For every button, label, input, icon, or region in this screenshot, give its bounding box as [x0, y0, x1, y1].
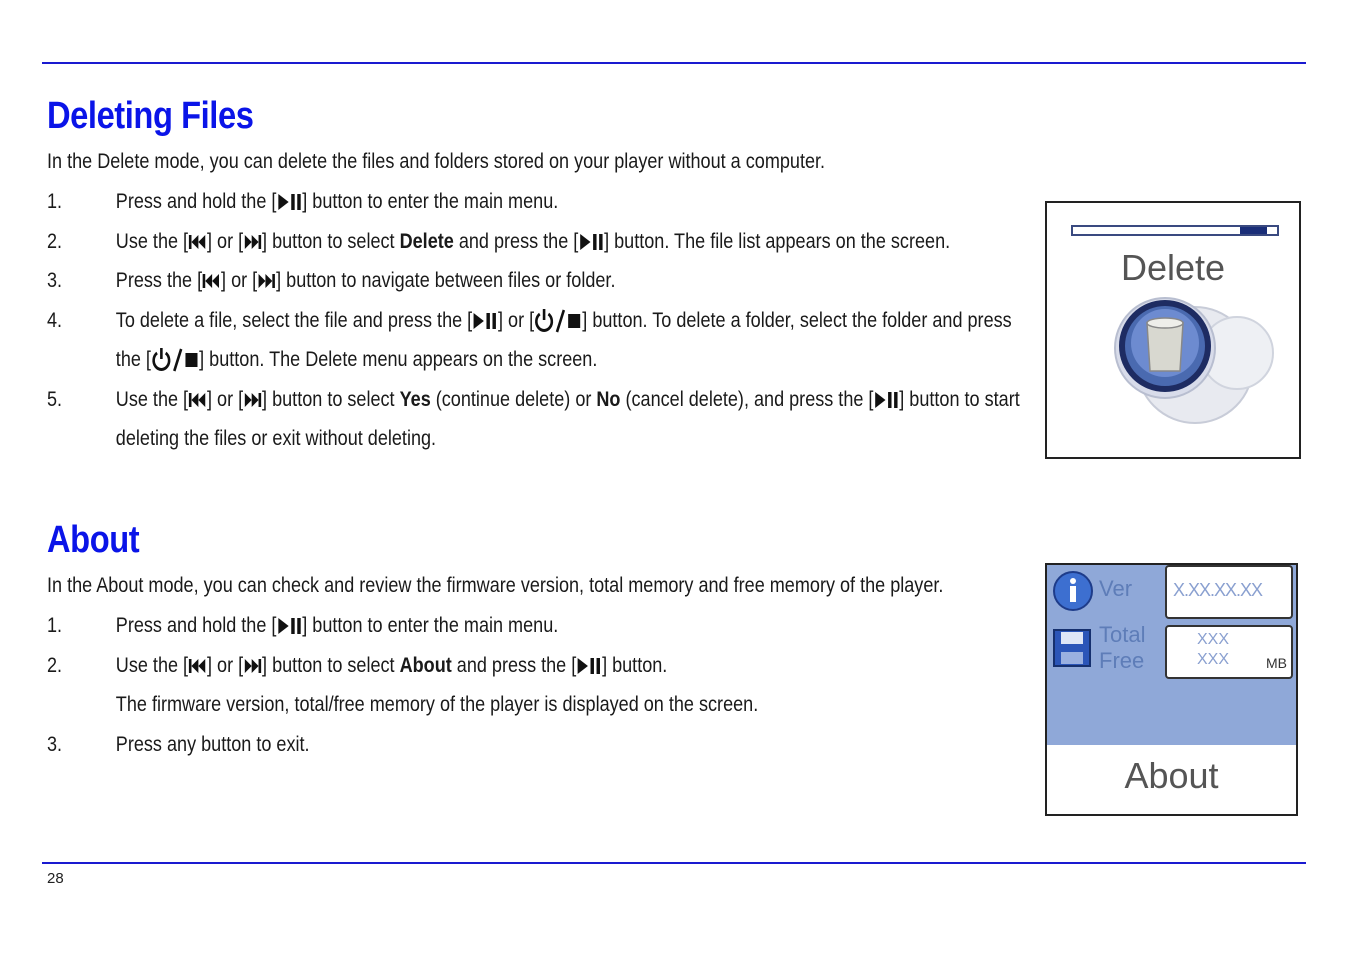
step-text-part: ] button to enter the main menu. [302, 614, 559, 637]
about-screen-title: About [1124, 755, 1219, 796]
about-section [47, 518, 1032, 764]
skip-back-icon [202, 272, 221, 290]
step-extra-text: The firmware version, total/free memory of the player is displayed on the screen. [115, 693, 759, 716]
step-number: 2. [47, 229, 63, 253]
step-bold-term: About [399, 653, 452, 677]
step-text-part: Press and hold the [ [115, 614, 277, 637]
step-text-part: ] button to select [262, 387, 400, 411]
step-text [116, 222, 1032, 262]
step-number: 3. [47, 732, 63, 756]
version-label: Ver [1099, 576, 1133, 601]
power-stop-icon [534, 308, 582, 334]
step-text-part: ] button. To delete a folder, select the folder and press the [ [115, 308, 1012, 371]
step-item [47, 725, 1032, 765]
step-text-part: ] button to select [262, 653, 400, 677]
step-text-part: (continue delete) or [430, 387, 597, 411]
step-item [47, 222, 1032, 262]
step-text [116, 301, 1032, 380]
step-text-part: (cancel delete), and press the [ [620, 387, 874, 411]
step-text-part: Use the [ [115, 653, 189, 677]
deleting-files-heading: Deleting Files [47, 95, 254, 137]
step-text-part: ] button to navigate between files or folder. [276, 269, 616, 292]
step-text-part: and press the [ [453, 229, 579, 253]
play-pause-icon [472, 311, 498, 331]
step-text: Press any button to exit. [115, 732, 310, 756]
skip-back-icon [188, 657, 207, 675]
step-text-part: ] or [ [207, 387, 244, 411]
about-text-block [47, 572, 1032, 764]
play-pause-icon [873, 390, 899, 410]
info-icon [1051, 569, 1095, 613]
step-text-part: ] or [ [221, 269, 258, 292]
deleting-intro: In the Delete mode, you can delete the files and folders stored on your player without a computer. [47, 150, 826, 173]
step-item [47, 261, 1032, 301]
play-pause-icon [576, 656, 602, 676]
step-number: 1. [47, 614, 63, 637]
disk-icon [1051, 627, 1093, 669]
step-text-part: Use the [ [115, 387, 189, 411]
free-label: Free [1099, 648, 1145, 673]
top-rule [42, 62, 1306, 64]
skip-back-icon [188, 391, 207, 409]
step-number: 4. [47, 308, 63, 332]
bottom-rule [42, 862, 1306, 864]
step-text-part: Press the [ [115, 269, 203, 292]
free-value: XXX [1197, 651, 1230, 668]
step-item [47, 380, 1032, 459]
memory-value-box [1165, 625, 1293, 679]
play-pause-icon [578, 232, 604, 252]
memory-unit: MB [1266, 655, 1287, 671]
delete-screen-image [1045, 201, 1301, 459]
step-text-part: ] button. The Delete menu appears on the screen. [199, 348, 598, 371]
total-value: XXX [1197, 631, 1230, 648]
step-number: 5. [47, 387, 63, 411]
step-number: 3. [47, 269, 63, 292]
about-steps [47, 606, 1032, 764]
trash-icon [1047, 203, 1299, 457]
version-value: X.XX.XX.XX [1173, 580, 1263, 600]
step-number: 1. [47, 190, 63, 213]
step-text [116, 606, 1032, 646]
step-text [116, 646, 1032, 725]
step-item [47, 646, 1032, 725]
skip-forward-icon [257, 272, 276, 290]
skip-forward-icon [243, 657, 262, 675]
step-bold-term: Yes [399, 387, 431, 411]
step-text [116, 261, 1032, 301]
about-heading: About [47, 519, 140, 561]
step-item [47, 301, 1032, 380]
step-text-part: ] or [ [207, 653, 244, 677]
step-text-part: and press the [ [451, 653, 577, 677]
about-intro: In the About mode, you can check and review the firmware version, total memory and free memory of the player. [47, 574, 944, 597]
step-item [47, 182, 1032, 222]
step-text-part: Press and hold the [ [115, 190, 277, 213]
delete-screen-title: Delete [1120, 247, 1226, 288]
total-label: Total [1099, 622, 1146, 647]
step-item [47, 606, 1032, 646]
deleting-files-section [47, 94, 1032, 459]
step-text-part: To delete a file, select the file and press the [ [115, 308, 473, 332]
skip-forward-icon [243, 391, 262, 409]
step-bold-term: Delete [399, 229, 454, 253]
step-text [116, 380, 1032, 459]
page-number: 28 [47, 870, 64, 887]
skip-forward-icon [243, 233, 262, 251]
step-text-part: ] button to start deleting the files or exit without deleting. [115, 387, 1020, 450]
step-number: 2. [47, 653, 63, 677]
version-value-box [1165, 565, 1293, 619]
step-text-part: Use the [ [115, 229, 189, 253]
step-text-part: ] button. [602, 653, 668, 677]
step-text [116, 182, 1032, 222]
play-pause-icon [276, 616, 302, 636]
about-screen-image [1045, 563, 1298, 816]
step-bold-term: No [596, 387, 621, 411]
step-text-part: ] or [ [207, 229, 244, 253]
deleting-steps [47, 182, 1032, 459]
play-pause-icon [276, 192, 302, 212]
skip-back-icon [188, 233, 207, 251]
step-text-part: ] button. The file list appears on the screen. [604, 229, 951, 253]
power-stop-icon [151, 347, 199, 373]
deleting-text-block [47, 148, 1032, 459]
step-text-part: ] button to enter the main menu. [302, 190, 559, 213]
step-text-part: ] button to select [262, 229, 400, 253]
step-text-part: ] or [ [498, 308, 535, 332]
